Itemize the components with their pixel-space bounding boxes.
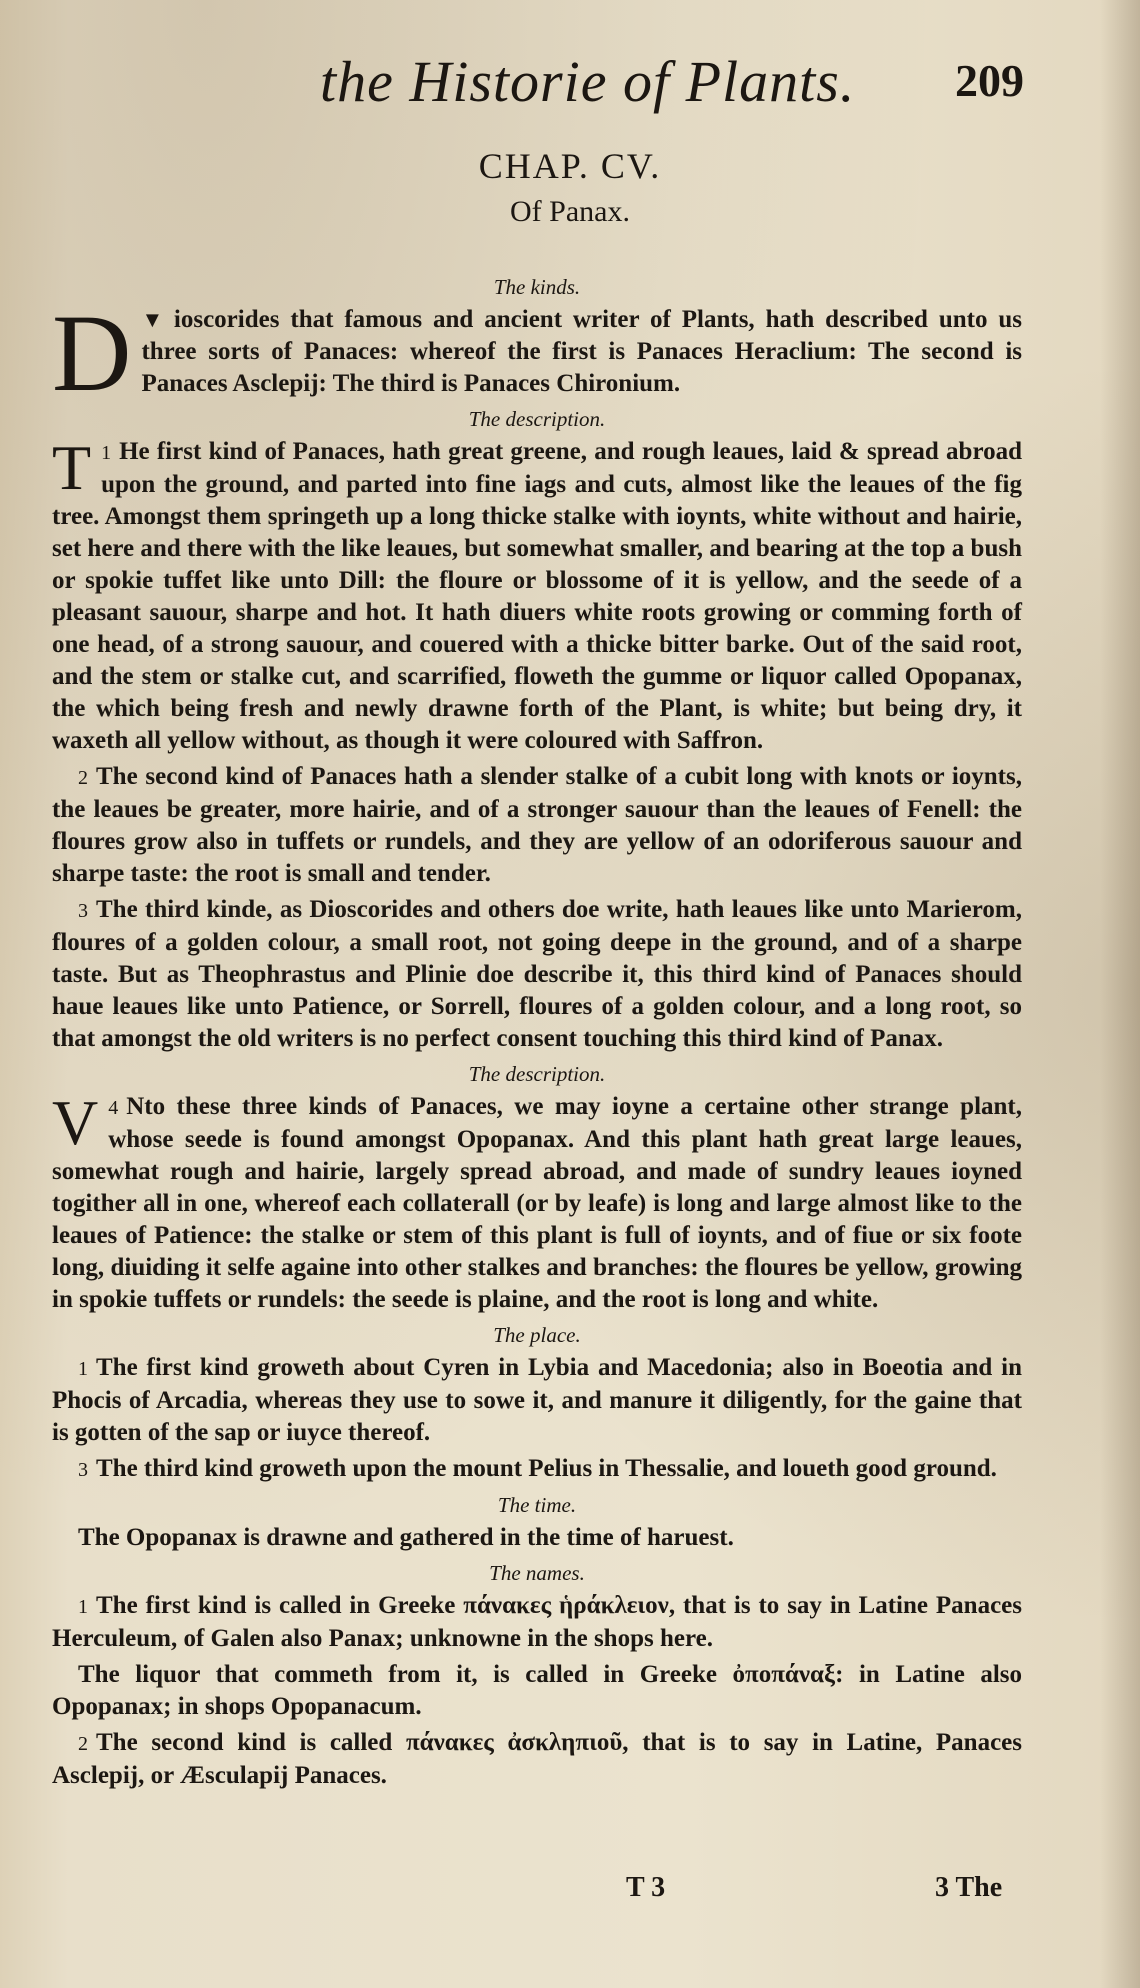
- names-paragraph-liquor: [52, 1659, 1022, 1723]
- paragraph-marker-icon: ▼: [141, 307, 168, 332]
- paragraph-number: 2: [78, 1733, 88, 1755]
- paragraph-text: The second kind of Panaces hath a slender stalke of a cubit long with knots or ioynts, the leaues be greater, more hairie, and of a stronger sauour than the leaues of Fenell: the floures grow also in tuffets or rundels, and they are yellow of an odoriferous sauour and sharpe taste: the root is small and tender.: [52, 763, 1022, 887]
- drop-cap: T: [52, 432, 92, 503]
- paragraph-number: 1: [101, 442, 112, 464]
- section-label-names: The names.: [489, 1561, 585, 1585]
- description-paragraph-4: [52, 1087, 1022, 1316]
- paragraph-number: 2: [78, 767, 88, 789]
- paragraph-text: The third kinde, as Dioscorides and others doe write, hath leaues like unto Marierom, floures of a golden colour, a small root, not going deepe in the ground, and of a sharpe taste. But as Theophrastus and Plinie doe describe it, this third kind of Panaces should haue leaues like unto Patience, or Sorrell, floures of a golden colour, and a long root, so that amongst the old writers is no perfect consent touching this third kind of Panax.: [52, 896, 1022, 1052]
- paragraph-text: He first kind of Panaces, hath great greene, and rough leaues, laid & spread abroad upon the ground, and parted into fine iags and cuts, almost like the leaues of the fig tree. Amongst them springeth up a long thicke stalke with ioynts, white without and hairie, set here and there with the like leaues, but somewhat smaller, and bearing at the top a bush or spokie tuffet like unto Dill: the floure or blossome of it is yellow, and the seede of a pleasant sauour, sharpe and hot. It hath diuers white roots growing or comming forth of one head, of a strong sauour, and couered with a thicke bitter barke. Out of the said root, and the stem or stalke cut, and scarrified, floweth the gumme or liquor called Opopanax, the which being fresh and newly drawne forth of the Plant, is white; but being dry, it waxeth all yellow without, as though it were coloured with Saffron.: [52, 438, 1022, 754]
- place-paragraph-3: [52, 1453, 1022, 1486]
- page-footer: [0, 1872, 1140, 1912]
- paragraph-text: The second kind is called πάνακες ἀσκληπιοῦ, that is to say in Latine, Panaces Asclepij, or Æsculapij Panaces.: [52, 1729, 1022, 1789]
- kinds-text: ioscorides that famous and ancient writer of Plants, hath described unto us three sorts of Panaces: whereof the first is Panaces Heraclium: The second is Panaces Asclepij: The third is Panaces Chironium.: [141, 306, 1023, 397]
- names-paragraph-1: [52, 1590, 1022, 1655]
- time-paragraph: [52, 1522, 1022, 1554]
- paragraph-text: Nto these three kinds of Panaces, we may ioyne a certaine other strange plant, whose seede is found amongst Opopanax. And this plant hath great large leaues, somewhat rough and hairie, largely spread abroad, and made of sundry leaues ioyned togither all in one, whereof each collaterall (or by leafe) is long and large almost like to the leaues of Patience: the stalke or stem of this plant is full of ioynts, and of fiue or six foote long, diuiding it selfe againe into other stalkes and branches: the floures be yellow, growing in spokie tuffets or rundels: the seede is plaine, and the root is long and white.: [52, 1093, 1022, 1313]
- chapter-heading: CHAP. CV.: [478, 146, 662, 186]
- signature-mark: T 3: [626, 1872, 666, 1903]
- paragraph-number: 1: [78, 1596, 88, 1618]
- catchword: 3 The: [935, 1872, 1003, 1903]
- section-label-kinds: The kinds.: [493, 275, 581, 299]
- description-paragraph-3: [52, 894, 1022, 1055]
- section-label-description: The description.: [468, 407, 606, 431]
- description-paragraph-1: [52, 432, 1022, 757]
- paragraph-text: The first kind groweth about Cyren in Lybia and Macedonia; also in Boeotia and in Phocis of Arcadia, whereas they use to sowe it, and manure it diligently, for the gaine that is gotten of the sap or iuyce thereof.: [52, 1354, 1022, 1446]
- description-paragraph-2: [52, 761, 1022, 890]
- paragraph-text: The Opopanax is drawne and gathered in the time of haruest.: [78, 1524, 734, 1551]
- drop-cap: V: [52, 1087, 99, 1158]
- section-label-place: The place.: [493, 1323, 581, 1347]
- chapter-title: Of Panax.: [510, 195, 630, 228]
- page-header: [0, 48, 1140, 118]
- paragraph-number: 3: [78, 900, 88, 922]
- paragraph-text: The liquor that commeth from it, is called in Greeke ὀποπάναξ: in Latine also Opopanax; in shops Opopanacum.: [52, 1661, 1022, 1720]
- page-body: [52, 270, 1022, 1796]
- page-gutter-shadow: [1100, 0, 1140, 1988]
- names-paragraph-2: [52, 1727, 1022, 1792]
- paragraph-text: The third kind groweth upon the mount Pelius in Thessalie, and loueth good ground.: [96, 1455, 997, 1482]
- paragraph-number: 1: [78, 1358, 88, 1380]
- place-paragraph-1: [52, 1352, 1022, 1449]
- page-number: 209: [955, 55, 1024, 106]
- kinds-paragraph: [52, 292, 1023, 414]
- section-label-description-second: The description.: [468, 1062, 606, 1086]
- running-title: the Historie of Plants.: [320, 49, 856, 114]
- section-label-time: The time.: [497, 1493, 577, 1517]
- paragraph-number: 4: [108, 1097, 119, 1119]
- drop-cap: D: [52, 292, 132, 414]
- paragraph-text: The first kind is called in Greeke πάνακες ἡράκλειον, that is to say in Latine Panaces Herculeum, of Galen also Panax; unknowne in the shops here.: [52, 1592, 1022, 1652]
- paragraph-number: 3: [78, 1459, 88, 1481]
